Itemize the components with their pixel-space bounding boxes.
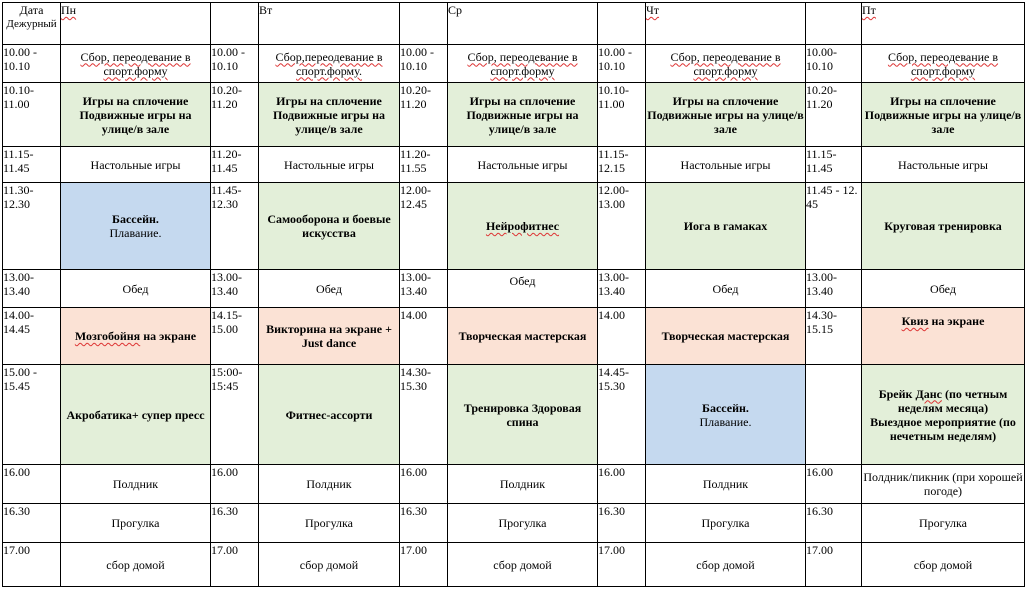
activity-cell: Брейк Данс (по четным неделям месяца) Выездное мероприятие (по нечетным неделям) bbox=[862, 365, 1025, 465]
activity-cell: Сбор, переодевание в спорт.форму bbox=[61, 45, 211, 83]
time-cell: 14.15- 15.00 bbox=[211, 308, 259, 365]
time-cell: 14.30- 15.15 bbox=[806, 308, 862, 365]
activity-cell: Обед bbox=[862, 270, 1025, 308]
activity-cell: Бассейн. Плавание. bbox=[61, 183, 211, 270]
schedule-row bbox=[3, 365, 1025, 465]
time-cell: 10.00 - 10.10 bbox=[3, 45, 61, 83]
time-cell: 15.00 - 15.45 bbox=[3, 365, 61, 465]
time-cell: 11.45- 12.30 bbox=[211, 183, 259, 270]
time-cell: 10.00- 10.10 bbox=[806, 45, 862, 83]
time-cell: 17.00 bbox=[211, 543, 259, 587]
activity-cell: Игры на сплочение Подвижные игры на улице/в зале bbox=[862, 83, 1025, 147]
time-cell: 13.00- 13.40 bbox=[400, 270, 448, 308]
activity-cell: Настольные игры bbox=[862, 147, 1025, 183]
time-cell: 16.00 bbox=[211, 465, 259, 504]
date-label: Дата bbox=[19, 3, 44, 17]
schedule-row bbox=[3, 45, 1025, 83]
time-cell: 16.30 bbox=[400, 504, 448, 543]
time-cell: 10.20- 11.20 bbox=[400, 83, 448, 147]
time-cell: 11.15- 11.45 bbox=[806, 147, 862, 183]
activity-cell: Полдник bbox=[646, 465, 806, 504]
activity-cell: Игры на сплочение Подвижные игры на улице/в зале bbox=[448, 83, 598, 147]
activity-cell: Настольные игры bbox=[646, 147, 806, 183]
schedule-row bbox=[3, 183, 1025, 270]
activity-cell: Тренировка Здоровая спина bbox=[448, 365, 598, 465]
time-cell: 14.30- 15.30 bbox=[400, 365, 448, 465]
time-cell: 16.30 bbox=[3, 504, 61, 543]
activity-cell: Сбор, переодевание в спорт.форму bbox=[646, 45, 806, 83]
activity-cell: Обед bbox=[61, 270, 211, 308]
time-cell: 13.00- 13.40 bbox=[3, 270, 61, 308]
time-cell: 14.45- 15.30 bbox=[598, 365, 646, 465]
time-cell: 11.20- 11.45 bbox=[211, 147, 259, 183]
activity-cell: Игры на сплочение Подвижные игры на улице/в зале bbox=[646, 83, 806, 147]
schedule-row bbox=[3, 308, 1025, 365]
time-cell: 10.20- 11.20 bbox=[211, 83, 259, 147]
activity-cell: Сбор, переодевание в спорт.форму bbox=[448, 45, 598, 83]
time-cell: 11.15- 11.45 bbox=[3, 147, 61, 183]
time-cell: 14.00- 14.45 bbox=[3, 308, 61, 365]
activity-cell: Полдник bbox=[448, 465, 598, 504]
schedule-row bbox=[3, 147, 1025, 183]
activity-cell: Настольные игры bbox=[259, 147, 400, 183]
activity-cell: сбор домой bbox=[61, 543, 211, 587]
schedule-row bbox=[3, 465, 1025, 504]
activity-cell: Фитнес-ассорти bbox=[259, 365, 400, 465]
time-cell: 14.00 bbox=[598, 308, 646, 365]
duty-label: Дежурный bbox=[6, 18, 57, 30]
activity-cell: Сбор, переодевание в спорт.форму bbox=[862, 45, 1025, 83]
activity-cell: Обед bbox=[448, 270, 598, 308]
spacer-cell bbox=[211, 3, 259, 45]
date-duty-header bbox=[3, 3, 61, 45]
schedule-row bbox=[3, 504, 1025, 543]
activity-cell: Обед bbox=[259, 270, 400, 308]
activity-cell: Прогулка bbox=[646, 504, 806, 543]
time-cell: 16.00 bbox=[3, 465, 61, 504]
time-cell: 12.00- 12.45 bbox=[400, 183, 448, 270]
time-cell: 10.20- 11.20 bbox=[806, 83, 862, 147]
time-cell: 17.00 bbox=[3, 543, 61, 587]
activity-cell: Полдник/пикник (при хорошей погоде) bbox=[862, 465, 1025, 504]
activity-cell: Викторина на экране + Just dance bbox=[259, 308, 400, 365]
activity-cell: сбор домой bbox=[259, 543, 400, 587]
activity-cell: Прогулка bbox=[448, 504, 598, 543]
time-cell: 13.00- 13.40 bbox=[598, 270, 646, 308]
time-cell: 16.30 bbox=[806, 504, 862, 543]
time-cell: 11.20- 11.55 bbox=[400, 147, 448, 183]
activity-cell: Круговая тренировка bbox=[862, 183, 1025, 270]
activity-cell: сбор домой bbox=[862, 543, 1025, 587]
time-cell: 13.00- 13.40 bbox=[211, 270, 259, 308]
activity-cell: Мозгобойня на экране bbox=[61, 308, 211, 365]
activity-cell: Прогулка bbox=[862, 504, 1025, 543]
day-header-tue: Вт bbox=[259, 3, 400, 45]
time-cell: 11.30- 12.30 bbox=[3, 183, 61, 270]
time-cell: 16.00 bbox=[806, 465, 862, 504]
spacer-cell bbox=[598, 3, 646, 45]
time-cell: 10.10- 11.00 bbox=[598, 83, 646, 147]
time-cell: 10.00 - 10.10 bbox=[598, 45, 646, 83]
time-cell: 17.00 bbox=[598, 543, 646, 587]
time-cell: 15:00- 15:45 bbox=[211, 365, 259, 465]
activity-cell: Творческая мастерская bbox=[646, 308, 806, 365]
time-cell: 16.30 bbox=[598, 504, 646, 543]
time-cell: 16.30 bbox=[211, 504, 259, 543]
weekly-schedule-table bbox=[2, 2, 1025, 587]
time-cell: 13.00- 13.40 bbox=[806, 270, 862, 308]
activity-cell: Самооборона и боевые искусства bbox=[259, 183, 400, 270]
schedule-row bbox=[3, 270, 1025, 308]
time-cell: 17.00 bbox=[400, 543, 448, 587]
time-cell: 11.45 - 12. 45 bbox=[806, 183, 862, 270]
activity-cell: Прогулка bbox=[61, 504, 211, 543]
activity-cell: Настольные игры bbox=[61, 147, 211, 183]
activity-cell: сбор домой bbox=[646, 543, 806, 587]
time-cell bbox=[806, 365, 862, 465]
activity-cell: Иога в гамаках bbox=[646, 183, 806, 270]
schedule-row bbox=[3, 543, 1025, 587]
schedule-row bbox=[3, 83, 1025, 147]
time-cell: 14.00 bbox=[400, 308, 448, 365]
time-cell: 10.10- 11.00 bbox=[3, 83, 61, 147]
activity-cell: Обед bbox=[646, 270, 806, 308]
day-header-thu: Чт bbox=[646, 3, 806, 45]
activity-cell: Игры на сплочение Подвижные игры на улице/в зале bbox=[259, 83, 400, 147]
activity-cell: Бассейн. Плавание. bbox=[646, 365, 806, 465]
activity-cell: Прогулка bbox=[259, 504, 400, 543]
day-header-mon: Пн bbox=[61, 3, 211, 45]
spacer-cell bbox=[806, 3, 862, 45]
activity-cell: Акробатика+ супер пресс bbox=[61, 365, 211, 465]
time-cell: 16.00 bbox=[598, 465, 646, 504]
activity-cell: Сбор,переодевание в спорт.форму. bbox=[259, 45, 400, 83]
activity-cell: сбор домой bbox=[448, 543, 598, 587]
day-header-fri: Пт bbox=[862, 3, 1025, 45]
time-cell: 10.00 - 10.10 bbox=[211, 45, 259, 83]
activity-cell: Полдник bbox=[259, 465, 400, 504]
activity-cell: Нейрофитнес bbox=[448, 183, 598, 270]
day-header-wed: Ср bbox=[448, 3, 598, 45]
activity-cell: Полдник bbox=[61, 465, 211, 504]
time-cell: 16.00 bbox=[400, 465, 448, 504]
activity-cell: Игры на сплочение Подвижные игры на улице/в зале bbox=[61, 83, 211, 147]
spacer-cell bbox=[400, 3, 448, 45]
time-cell: 12.00- 13.00 bbox=[598, 183, 646, 270]
time-cell: 17.00 bbox=[806, 543, 862, 587]
activity-cell: Квиз на экране bbox=[862, 308, 1025, 365]
time-cell: 11.15- 12.15 bbox=[598, 147, 646, 183]
activity-cell: Творческая мастерская bbox=[448, 308, 598, 365]
activity-cell: Настольные игры bbox=[448, 147, 598, 183]
time-cell: 10.00 - 10.10 bbox=[400, 45, 448, 83]
header-row bbox=[3, 3, 1025, 45]
